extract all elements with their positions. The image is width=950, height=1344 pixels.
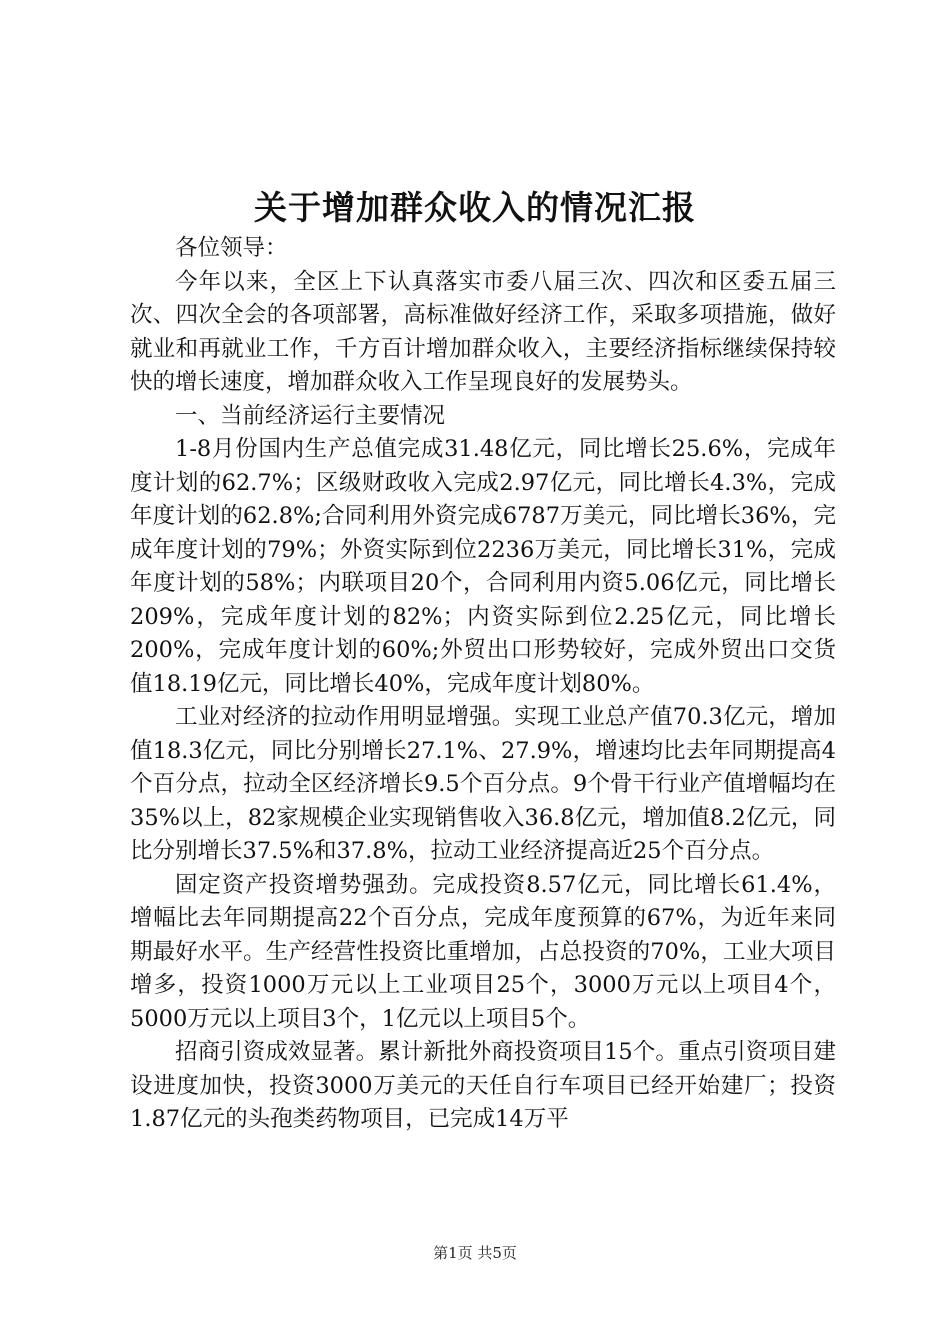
industry-paragraph: 工业对经济的拉动作用明显增强。实现工业总产值70.3亿元，增加值18.3亿元，同比分别增长27.1%、27.9%，增速均比去年同期提高4个百分点，拉动全区经济增长9.5个百分点。9个骨干行业产值增幅均在35%以上，82家规模企业实现销售收入36.8亿元，增加值8.2亿元，同比分别增长37.5%和37.8%，拉动工业经济提高近25个百分点。	[130, 704, 836, 864]
document-title: 关于增加群众收入的情况汇报	[254, 188, 696, 227]
page-footer: 第1页 共5页	[433, 1244, 517, 1262]
economy-paragraph: 1-8月份国内生产总值完成31.48亿元，同比增长25.6%，完成年度计划的62.7%；区级财政收入完成2.97亿元，同比增长4.3%，完成年度计划的62.8%;合同利用外资完成6787万美元，同比增长36%，完成年度计划的79%；外资实际到位2236万美元，同比增长31%，完成年度计划的58%；内联项目20个，合同利用内资5.06亿元，同比增长209%，完成年度计划的82%；内资实际到位2.25亿元，同比增长200%，完成年度计划的60%;外贸出口形势较好，完成外贸出口交货值18.19亿元，同比增长40%，完成年度计划80%。	[130, 436, 836, 697]
document-body	[130, 232, 836, 1137]
section-heading: 一、当前经济运行主要情况	[175, 402, 446, 429]
salutation: 各位领导：	[175, 235, 288, 261]
attracting-investment-paragraph: 招商引资成效显著。累计新批外商投资项目15个。重点引资项目建设进度加快，投资3000万美元的天任自行车项目已经开始建厂；投资1.87亿元的头孢类药物项目，已完成14万平	[130, 1039, 836, 1132]
intro-paragraph: 今年以来，全区上下认真落实市委八届三次、四次和区委五届三次、四次全会的各项部署，高标准做好经济工作，采取多项措施，做好就业和再就业工作，千方百计增加群众收入，主要经济指标继续保持较快的增长速度，增加群众收入工作呈现良好的发展势头。	[130, 268, 836, 395]
investment-paragraph: 固定资产投资增势强劲。完成投资8.57亿元，同比增长61.4%，增幅比去年同期提高22个百分点，完成年度预算的67%，为近年来同期最好水平。生产经营性投资比重增加，占总投资的70%，工业大项目增多，投资1000万元以上工业项目25个，3000万元以上项目4个，5000万元以上项目3个，1亿元以上项目5个。	[130, 871, 836, 1032]
